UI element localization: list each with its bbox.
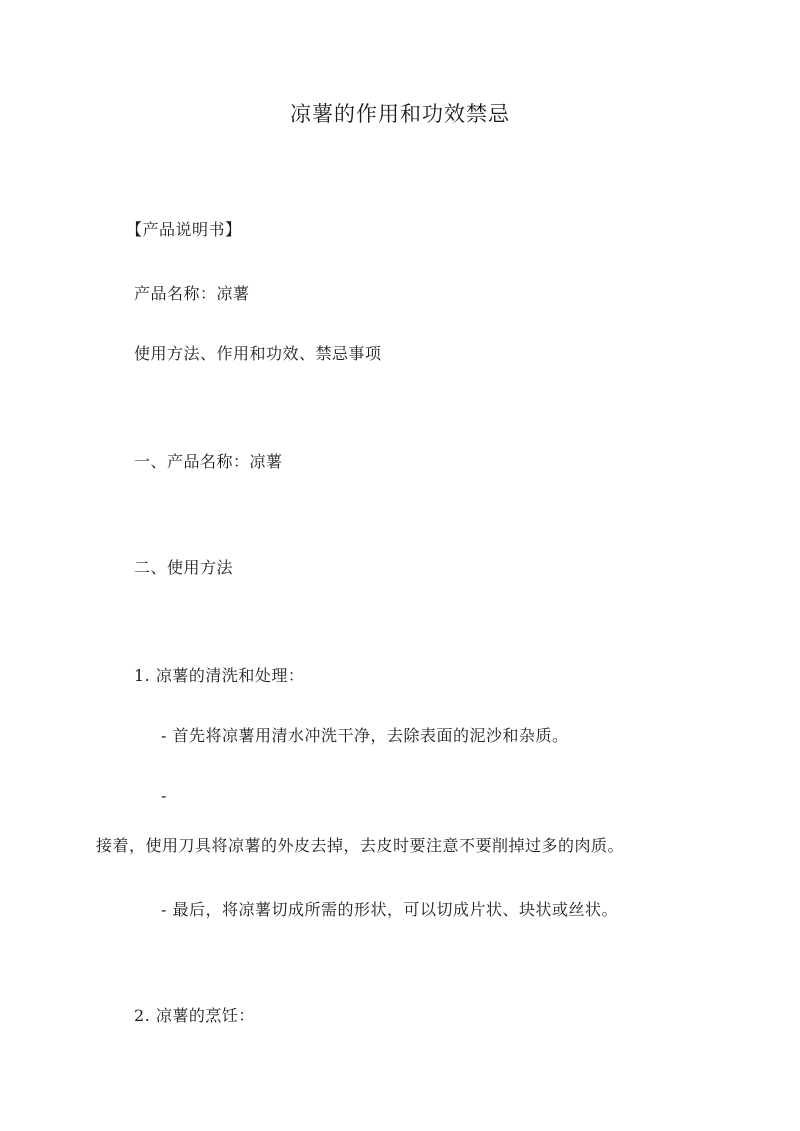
section-heading-usage: 二、使用方法 bbox=[134, 558, 234, 577]
cleaning-step-cut: - 最后，将凉薯切成所需的形状，可以切成片状、块状或丝状。 bbox=[161, 900, 618, 919]
cleaning-step-peel-dash: - bbox=[161, 786, 167, 805]
section-heading-product-name: 一、产品名称：凉薯 bbox=[134, 452, 283, 471]
manual-heading: 【产品说明书】 bbox=[126, 220, 242, 239]
product-name-line: 产品名称：凉薯 bbox=[134, 284, 250, 303]
cleaning-step-peel-text: 接着，使用刀具将凉薯的外皮去掉，去皮时要注意不要削掉过多的肉质。 bbox=[96, 836, 625, 855]
item-heading-cleaning: 1. 凉薯的清洗和处理： bbox=[134, 666, 305, 685]
document-title: 凉薯的作用和功效禁忌 bbox=[290, 102, 510, 126]
item-heading-cooking: 2. 凉薯的烹饪： bbox=[134, 1006, 255, 1025]
contents-line: 使用方法、作用和功效、禁忌事项 bbox=[134, 344, 382, 363]
cleaning-step-wash: - 首先将凉薯用清水冲洗干净，去除表面的泥沙和杂质。 bbox=[161, 726, 569, 745]
